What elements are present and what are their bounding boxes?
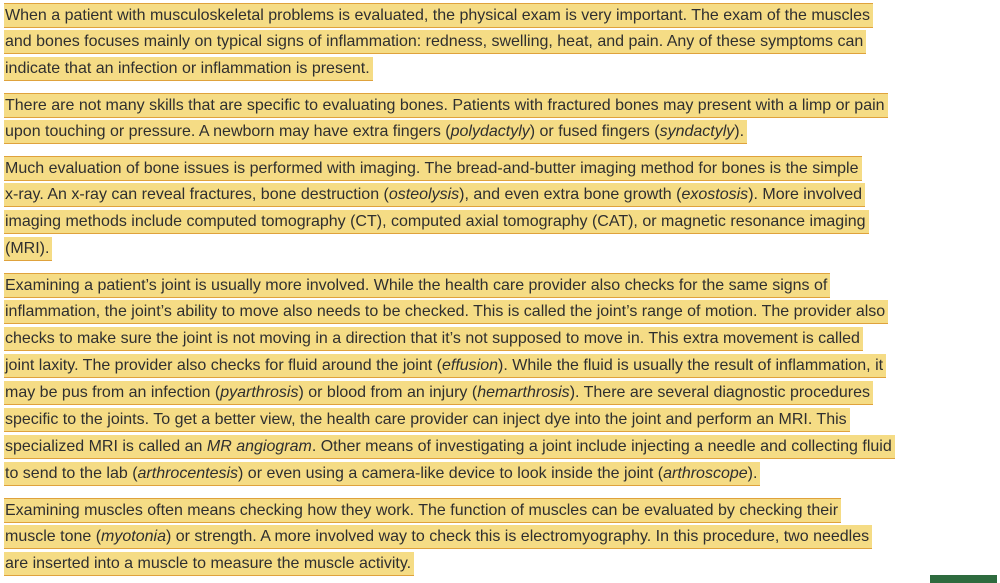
- highlighted-line: [4, 381, 1000, 408]
- text-highlight[interactable]: specific to the joints. To get a better view, the health care provider can inject dye into the joint and perform an MRI. This: [4, 408, 850, 432]
- text-highlight[interactable]: and bones focuses mainly on typical signs of inflammation: redness, swelling, heat, and pain. Any of these symptoms can: [4, 30, 866, 54]
- text-highlight[interactable]: When a patient with musculoskeletal problems is evaluated, the physical exam is very important. The exam of the muscles: [4, 3, 873, 28]
- highlighted-line: [4, 300, 1000, 327]
- highlighted-line: [4, 273, 1000, 300]
- highlighted-line: [4, 30, 1000, 57]
- highlighted-line: [4, 552, 1000, 579]
- text-highlight[interactable]: specialized MRI is called an MR angiogram. Other means of investigating a joint include injecting a needle and collecting fluid: [4, 435, 895, 459]
- highlighted-line: [4, 435, 1000, 462]
- highlighted-line: [4, 210, 1000, 237]
- text-highlight[interactable]: There are not many skills that are specific to evaluating bones. Patients with fractured bones may present with a limp or pain: [4, 93, 888, 118]
- highlighted-line: [4, 57, 1000, 84]
- highlighted-line: [4, 156, 1000, 183]
- text-highlight[interactable]: inflammation, the joint’s ability to move also needs to be checked. This is called the joint’s range of motion. The provider also: [4, 300, 888, 324]
- text-highlight[interactable]: Much evaluation of bone issues is performed with imaging. The bread-and-butter imaging method for bones is the simple: [4, 156, 862, 181]
- text-highlight[interactable]: muscle tone (myotonia) or strength. A more involved way to check this is electromyography. In this procedure, two needles: [4, 525, 872, 549]
- highlighted-line: [4, 525, 1000, 552]
- paragraph-joint-exam: [4, 273, 1000, 489]
- highlighted-line: [4, 498, 1000, 525]
- text-highlight[interactable]: upon touching or pressure. A newborn may have extra fingers (polydactyly) or fused fingers (syndactyly).: [4, 120, 747, 144]
- highlighted-line: [4, 183, 1000, 210]
- paragraph-bone-imaging: [4, 156, 1000, 264]
- paragraph-exam-overview: [4, 3, 1000, 84]
- highlighted-line: [4, 3, 1000, 30]
- highlighted-line: [4, 93, 1000, 120]
- text-highlight[interactable]: Examining muscles often means checking how they work. The function of muscles can be evaluated by checking their: [4, 498, 841, 523]
- highlighted-line: [4, 120, 1000, 147]
- text-highlight[interactable]: Examining a patient’s joint is usually more involved. While the health care provider also checks for the same signs of: [4, 273, 830, 298]
- text-highlight[interactable]: imaging methods include computed tomography (CT), computed axial tomography (CAT), or magnetic resonance imaging: [4, 210, 869, 234]
- highlighted-line: [4, 327, 1000, 354]
- highlighted-line: [4, 354, 1000, 381]
- paragraph-evaluating-bones: [4, 93, 1000, 147]
- text-highlight[interactable]: checks to make sure the joint is not moving in a direction that it’s not supposed to move in. This extra movement is called: [4, 327, 863, 351]
- highlighted-line: [4, 462, 1000, 489]
- text-highlight[interactable]: joint laxity. The provider also checks for fluid around the joint (effusion). While the fluid is usually the result of inflammation, it: [4, 354, 886, 378]
- partial-button[interactable]: [930, 575, 997, 583]
- text-highlight[interactable]: x-ray. An x-ray can reveal fractures, bone destruction (osteolysis), and even extra bone growth (exostosis). More involved: [4, 183, 865, 207]
- highlighted-line: [4, 408, 1000, 435]
- text-highlight[interactable]: indicate that an infection or inflammation is present.: [4, 57, 373, 81]
- paragraph-muscle-exam: [4, 498, 1000, 579]
- highlighted-line: [4, 237, 1000, 264]
- text-highlight[interactable]: (MRI).: [4, 237, 52, 261]
- text-highlight[interactable]: are inserted into a muscle to measure the muscle activity.: [4, 552, 414, 576]
- text-highlight[interactable]: to send to the lab (arthrocentesis) or even using a camera-like device to look inside the joint (arthroscope).: [4, 462, 760, 486]
- text-highlight[interactable]: may be pus from an infection (pyarthrosis) or blood from an injury (hemarthrosis). There are several diagnostic procedures: [4, 381, 873, 405]
